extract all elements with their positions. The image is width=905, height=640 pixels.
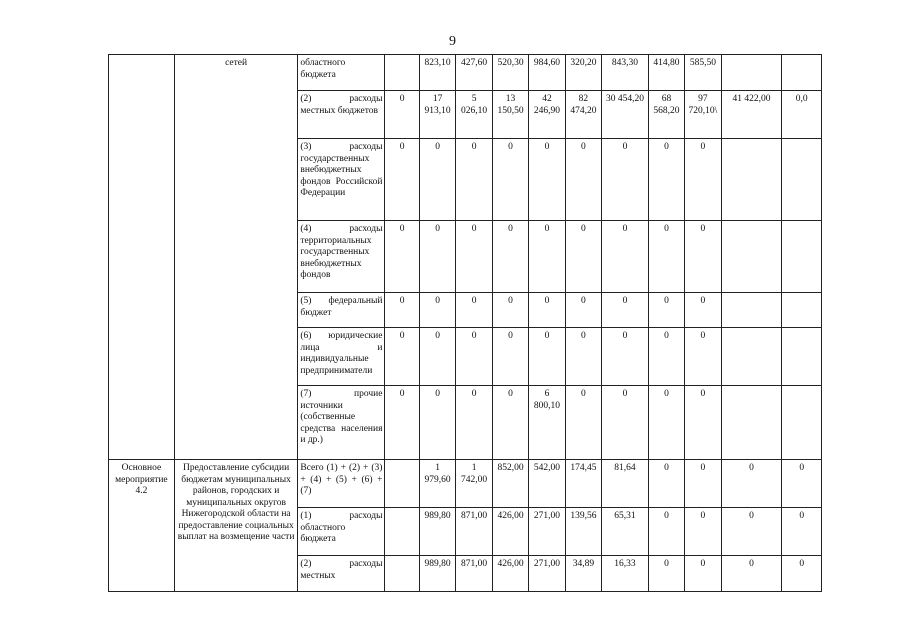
page-number: 9 bbox=[449, 34, 456, 49]
value-cell bbox=[782, 221, 822, 293]
value-cell: 320,20 bbox=[565, 55, 601, 91]
value-cell bbox=[721, 386, 782, 460]
value-cell: 0 bbox=[492, 139, 528, 221]
value-cell: 0 bbox=[648, 386, 684, 460]
value-cell bbox=[721, 55, 782, 91]
value-cell: 5 026,10 bbox=[456, 91, 492, 139]
value-cell: 0 bbox=[648, 508, 684, 556]
value-cell: 0 bbox=[685, 460, 721, 508]
value-cell: 0 bbox=[385, 386, 419, 460]
value-cell: 852,00 bbox=[492, 460, 528, 508]
value-cell: 0 bbox=[385, 91, 419, 139]
value-cell: 82 474,20 bbox=[565, 91, 601, 139]
value-cell bbox=[385, 556, 419, 592]
value-cell: 0 bbox=[648, 556, 684, 592]
value-cell: 0 bbox=[565, 293, 601, 328]
value-cell: 0 bbox=[529, 328, 565, 386]
value-cell: 0 bbox=[419, 293, 455, 328]
value-cell: 0 bbox=[721, 460, 782, 508]
value-cell: 1 979,60 bbox=[419, 460, 455, 508]
value-cell: 0 bbox=[685, 293, 721, 328]
value-cell: 989,80 bbox=[419, 508, 455, 556]
value-cell: 0 bbox=[385, 139, 419, 221]
value-cell: 0 bbox=[602, 328, 649, 386]
activity-name-cell: сетей bbox=[174, 55, 298, 460]
value-cell: 34,89 bbox=[565, 556, 601, 592]
value-cell: 65,31 bbox=[602, 508, 649, 556]
value-cell: 0 bbox=[685, 139, 721, 221]
value-cell: 0 bbox=[492, 386, 528, 460]
value-cell: 0 bbox=[456, 221, 492, 293]
value-cell: 0 bbox=[419, 386, 455, 460]
value-cell: 0 bbox=[721, 556, 782, 592]
value-cell: 0 bbox=[529, 293, 565, 328]
value-cell: 542,00 bbox=[529, 460, 565, 508]
value-cell: 984,60 bbox=[529, 55, 565, 91]
value-cell bbox=[782, 55, 822, 91]
value-cell: 585,50 bbox=[685, 55, 721, 91]
funding-source-cell: (7) прочие источники (собственные средства населения и др.) bbox=[298, 386, 385, 460]
funding-source-cell: (4) расходы территориальных государственных внебюджетных фондов bbox=[298, 221, 385, 293]
value-cell: 0 bbox=[565, 139, 601, 221]
value-cell: 0 bbox=[385, 221, 419, 293]
value-cell bbox=[385, 460, 419, 508]
value-cell: 0 bbox=[602, 293, 649, 328]
value-cell: 0 bbox=[782, 460, 822, 508]
value-cell bbox=[782, 386, 822, 460]
funding-source-cell: (2) расходы местных бюджетов bbox=[298, 91, 385, 139]
value-cell bbox=[385, 508, 419, 556]
funding-source-cell: областного бюджета bbox=[298, 55, 385, 91]
value-cell bbox=[721, 293, 782, 328]
value-cell: 0 bbox=[782, 508, 822, 556]
value-cell: 989,80 bbox=[419, 556, 455, 592]
value-cell: 426,00 bbox=[492, 508, 528, 556]
value-cell: 871,00 bbox=[456, 556, 492, 592]
value-cell: 81,64 bbox=[602, 460, 649, 508]
value-cell: 0 bbox=[492, 328, 528, 386]
value-cell: 1 742,00 bbox=[456, 460, 492, 508]
value-cell: 68 568,20 bbox=[648, 91, 684, 139]
funding-source-cell: (6) юридические лица и индивидуальные предприниматели bbox=[298, 328, 385, 386]
value-cell: 0 bbox=[648, 139, 684, 221]
value-cell: 0 bbox=[565, 221, 601, 293]
value-cell: 426,00 bbox=[492, 556, 528, 592]
value-cell: 0 bbox=[419, 328, 455, 386]
value-cell: 97 720,10\ bbox=[685, 91, 721, 139]
value-cell: 0 bbox=[648, 221, 684, 293]
value-cell: 0 bbox=[419, 139, 455, 221]
value-cell: 0 bbox=[565, 328, 601, 386]
value-cell: 0 bbox=[529, 139, 565, 221]
value-cell: 0 bbox=[529, 221, 565, 293]
value-cell: 0 bbox=[648, 328, 684, 386]
value-cell: 30 454,20 bbox=[602, 91, 649, 139]
funding-source-cell: (2) расходы местных bbox=[298, 556, 385, 592]
value-cell: 0 bbox=[648, 460, 684, 508]
value-cell: 0 bbox=[492, 293, 528, 328]
activity-name-cell: Предоставление субсидии бюджетам муниципальных районов, городских и муниципальных округов Нижегородской области на предоставление социальных выплат на возмещение части bbox=[174, 460, 298, 592]
activity-number-cell bbox=[109, 55, 175, 460]
value-cell: 16,33 bbox=[602, 556, 649, 592]
value-cell: 871,00 bbox=[456, 508, 492, 556]
value-cell: 0,0 bbox=[782, 91, 822, 139]
value-cell: 13 150,50 bbox=[492, 91, 528, 139]
value-cell: 0 bbox=[385, 293, 419, 328]
funding-source-cell: Всего (1) + (2) + (3) + (4) + (5) + (6) + (7) bbox=[298, 460, 385, 508]
value-cell: 174,45 bbox=[565, 460, 601, 508]
value-cell: 0 bbox=[685, 221, 721, 293]
value-cell: 0 bbox=[721, 508, 782, 556]
value-cell: 0 bbox=[602, 386, 649, 460]
value-cell: 0 bbox=[456, 386, 492, 460]
value-cell: 0 bbox=[565, 386, 601, 460]
value-cell: 0 bbox=[685, 556, 721, 592]
value-cell bbox=[782, 293, 822, 328]
value-cell: 0 bbox=[685, 328, 721, 386]
value-cell: 0 bbox=[419, 221, 455, 293]
value-cell: 427,60 bbox=[456, 55, 492, 91]
value-cell: 843,30 bbox=[602, 55, 649, 91]
budget-table bbox=[108, 54, 822, 592]
value-cell bbox=[721, 328, 782, 386]
value-cell: 0 bbox=[648, 293, 684, 328]
value-cell: 414,80 bbox=[648, 55, 684, 91]
value-cell: 0 bbox=[456, 293, 492, 328]
value-cell: 520,30 bbox=[492, 55, 528, 91]
value-cell: 0 bbox=[685, 386, 721, 460]
value-cell: 17 913,10 bbox=[419, 91, 455, 139]
value-cell bbox=[385, 55, 419, 91]
value-cell: 139,56 bbox=[565, 508, 601, 556]
activity-number-cell: Основное мероприятие 4.2 bbox=[109, 460, 175, 592]
table-row bbox=[109, 55, 822, 91]
value-cell: 41 422,00 bbox=[721, 91, 782, 139]
value-cell: 0 bbox=[456, 139, 492, 221]
table-row bbox=[109, 460, 822, 508]
value-cell: 0 bbox=[385, 328, 419, 386]
value-cell: 0 bbox=[685, 508, 721, 556]
value-cell bbox=[782, 328, 822, 386]
funding-source-cell: (1) расходы областного бюджета bbox=[298, 508, 385, 556]
funding-source-cell: (3) расходы государственных внебюджетных фондов Российской Федерации bbox=[298, 139, 385, 221]
value-cell: 823,10 bbox=[419, 55, 455, 91]
value-cell: 0 bbox=[602, 221, 649, 293]
value-cell bbox=[721, 221, 782, 293]
value-cell: 42 246,90 bbox=[529, 91, 565, 139]
value-cell: 0 bbox=[782, 556, 822, 592]
value-cell: 0 bbox=[456, 328, 492, 386]
value-cell bbox=[721, 139, 782, 221]
value-cell: 6 800,10 bbox=[529, 386, 565, 460]
value-cell: 0 bbox=[492, 221, 528, 293]
value-cell: 0 bbox=[602, 139, 649, 221]
funding-source-cell: (5) федеральный бюджет bbox=[298, 293, 385, 328]
value-cell: 271,00 bbox=[529, 508, 565, 556]
value-cell: 271,00 bbox=[529, 556, 565, 592]
value-cell bbox=[782, 139, 822, 221]
